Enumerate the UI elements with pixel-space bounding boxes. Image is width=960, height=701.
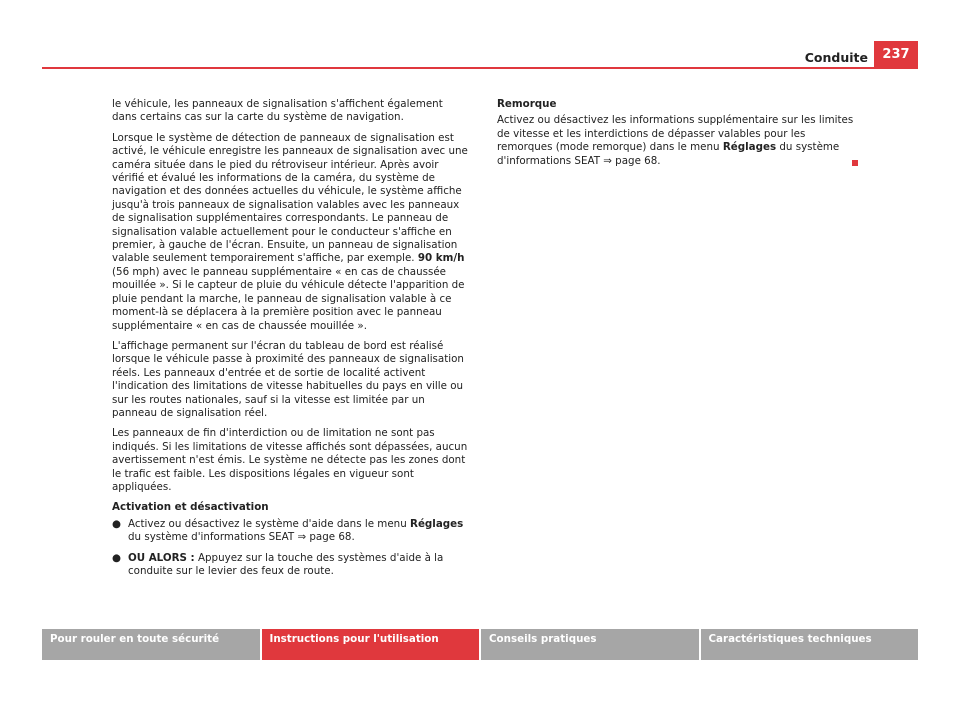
footer-tab-tips[interactable]: Conseils pratiques (479, 629, 699, 660)
paragraph-display: L'affichage permanent sur l'écran du tableau de bord est réalisé lorsque le véhicule passe à proximité des panneaux de signalisation réels. Les panneaux d'entrée et de sortie de localité activent l'indication des limitations de vitesse habituelles du pays en ville ou sur les routes nationales, sauf si la vitesse est limitée par un panneau de signalisation réel. (112, 339, 464, 419)
paragraph-limitations: Les panneaux de fin d'interdiction ou de limitation ne sont pas indiqués. Si les limitations de vitesse affichés sont dépassées, aucun avertissement n'est émis. Le système ne détecte pas les zones dont le trafic est faible. Les dispositions légales en vigueur sont appliquées. (112, 427, 468, 493)
paragraph-intro: le véhicule, les panneaux de signalisation s'affichent également dans certains cas sur la carte du système de navigation. (112, 98, 443, 124)
header-divider (42, 67, 918, 69)
paragraph-detection-text: Lorsque le système de détection de panneaux de signalisation est activé, le véhicule enregistre les panneaux de signalisation avec une caméra située dans le pied du rétroviseur intérieur. Après avoir vérifié et évalué les informations de la caméra, du système de navigation et des données actuelles du véhicule, le système affiche jusqu'à trois panneaux de signalisation valables avec les panneaux de signalisation supplémentaires correspondants. Le panneau de signalisation valable actuellement pour le conducteur s'affiche en premier, à gauche de l'écran. Ensuite, un panneau de signalisation valable seulement temporairement s'affiche, par exemple. (112, 131, 468, 265)
left-text-column (112, 98, 469, 585)
paragraph-remorque-text-cont: du système d'informations SEAT ⇒ page 68. (497, 141, 840, 167)
menu-name: Réglages (722, 141, 777, 154)
right-text-column (497, 98, 854, 175)
bullet-icon: ● (112, 551, 121, 564)
paragraph-remorque (497, 114, 854, 168)
bullet-text (128, 552, 469, 579)
bullet-item-menu (112, 518, 469, 545)
paragraph-remorque-text: Activez ou désactivez les informations supplémentaire sur les limites de vitesse et les interdictions de dépasser valables pour les remorques (mode remorque) dans le menu (497, 114, 854, 154)
paragraph-detection (112, 132, 469, 333)
bullet-text-part: Activez ou désactivez le système d'aide dans le menu (128, 517, 407, 530)
paragraph-detection-text-cont: (56 mph) avec le panneau supplémentaire « en cas de chaussée mouillée ». Si le capteur de pluie du véhicule détecte l'apparition de pluie pendant la marche, le panneau de signalisation valable à ce moment-là se déplacera à la première position avec le panneau supplémentaire « en cas de chaussée mouillée ». (112, 265, 465, 332)
heading-remorque: Remorque (497, 98, 557, 110)
footer-tab-safety[interactable]: Pour rouler en toute sécurité (42, 629, 260, 660)
section-title: Conduite (804, 50, 868, 65)
bullet-text-part: Appuyez sur la touche des systèmes d'aide à la conduite sur le levier des feux de route. (128, 551, 444, 577)
footer-nav (42, 629, 918, 660)
footer-tab-specs[interactable]: Caractéristiques techniques (699, 629, 919, 660)
footer-tab-instructions[interactable]: Instructions pour l'utilisation (260, 629, 480, 660)
bullet-text (128, 518, 469, 545)
alternative-label: OU ALORS : (128, 551, 195, 564)
page-number-badge: 237 (874, 41, 918, 68)
bullet-icon: ● (112, 517, 121, 530)
heading-activation: Activation et désactivation (112, 501, 269, 514)
section-end-marker (852, 160, 858, 166)
bullet-item-button (112, 552, 469, 579)
speed-value: 90 km/h (417, 252, 465, 265)
menu-name: Réglages (410, 517, 464, 530)
bullet-text-part: du système d'informations SEAT ⇒ page 68. (128, 531, 355, 544)
